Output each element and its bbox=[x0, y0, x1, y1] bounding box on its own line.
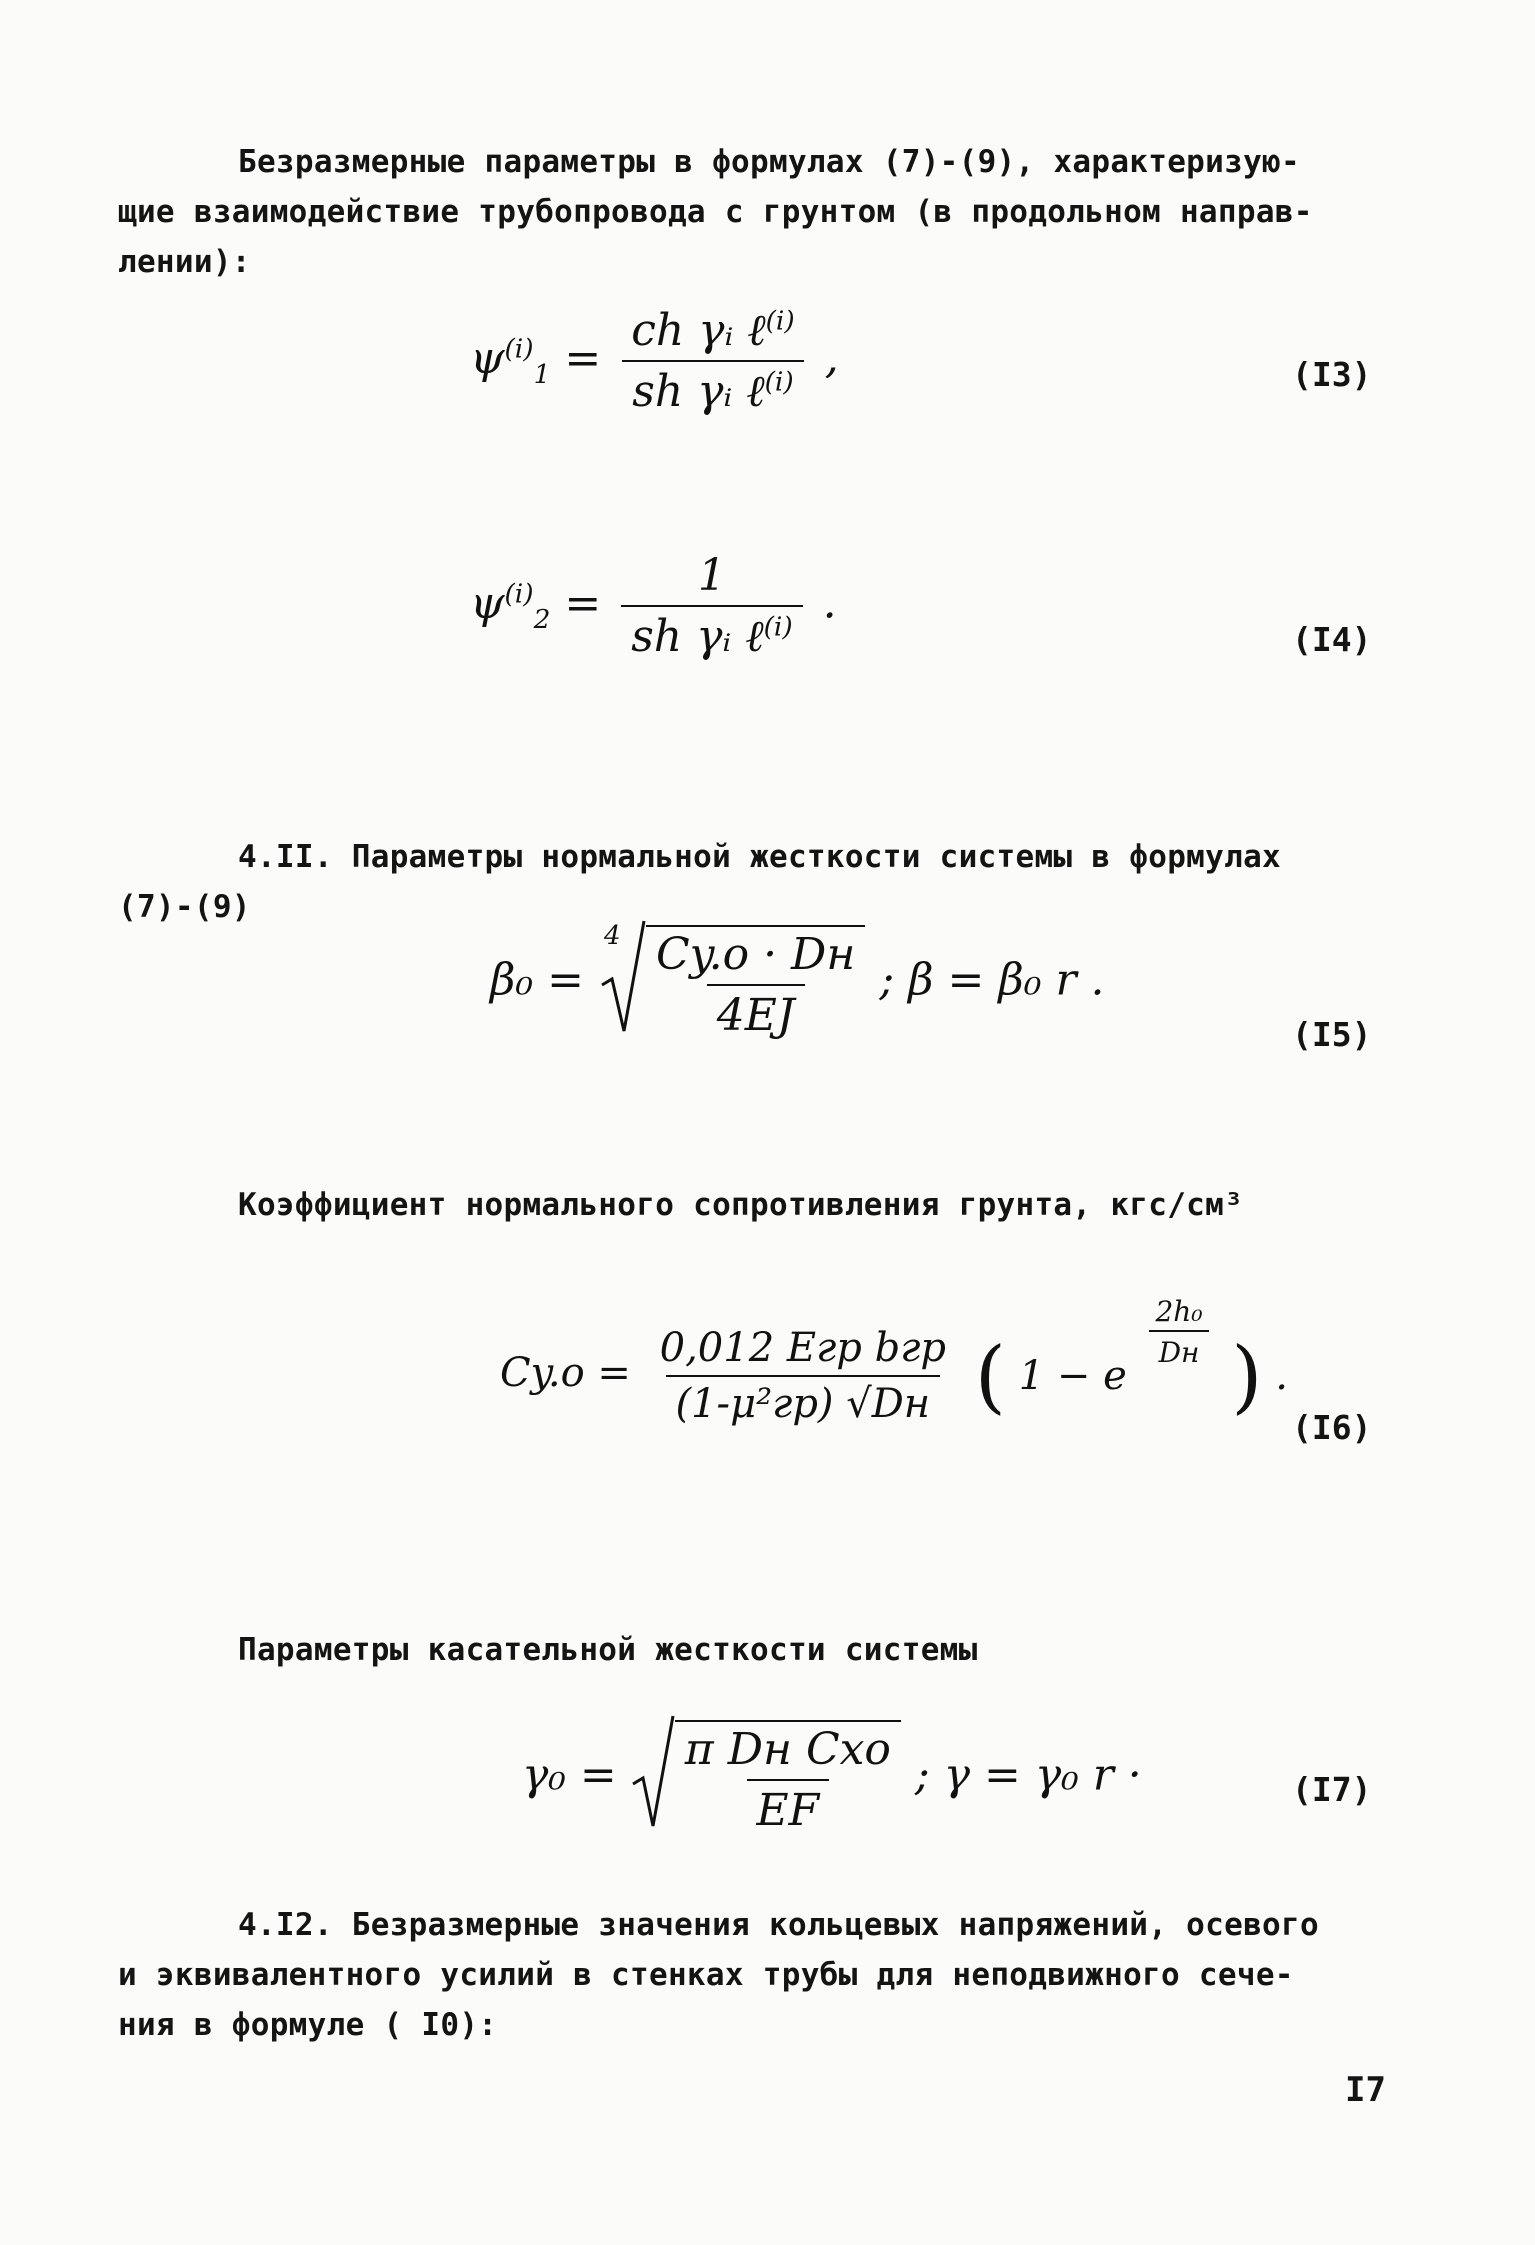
paragraph-line: Безразмерные параметры в формулах (7)-(9), характеризую- bbox=[238, 144, 1300, 180]
radical: 4 $\frac{Cy.o \cdot Dн}{4EJ}$ bbox=[598, 925, 865, 1041]
paragraph-section-4-12-cont bbox=[118, 1950, 1294, 2050]
paragraph-line: ния в формуле ( I0): bbox=[118, 2007, 498, 2043]
paragraph-line: щие взаимодействие трубопровода с грунтом (в продольном направ- bbox=[118, 194, 1313, 230]
root-index: 4 bbox=[603, 921, 621, 951]
equation-lhs: γ₀ = bbox=[522, 1749, 617, 1801]
equation-number: (I6) bbox=[1292, 1408, 1372, 1447]
radical-sign bbox=[631, 1714, 675, 1834]
paragraph-intro-cont bbox=[118, 187, 1313, 287]
page-number: I7 bbox=[1345, 2070, 1386, 2110]
equation-lhs: Cy.o = bbox=[500, 1350, 631, 1396]
equation-lhs: $\psi^{(i)}_2$ = bbox=[470, 577, 616, 635]
paragraph-section-4-11 bbox=[238, 832, 1281, 882]
equation-16: Cy.o = $\frac{\text{0,012 Eгр bгр}}{\text{(1-μ²гр) √Dн}}$ ( 1 − e $\frac{\text{2h₀}}{Dн}$ ) . bbox=[500, 1295, 1288, 1427]
equation-14: $\psi^{(i)}_2$ = $\frac{1}{sh \gamma ᵢ \ell^{(i)}}$ . bbox=[470, 550, 837, 662]
radical-sign bbox=[598, 919, 646, 1039]
paragraph-intro bbox=[238, 137, 1300, 187]
paragraph-line: лении): bbox=[118, 244, 251, 280]
paragraph-line: и эквивалентного усилий в стенках трубы для неподвижного сече- bbox=[118, 1957, 1294, 1993]
exponent-fraction: $\frac{\text{2h₀}}{Dн}$ bbox=[1145, 1295, 1212, 1369]
equation-15: β₀ = 4 $\frac{Cy.o \cdot Dн}{4EJ}$ ; β = β₀ r . bbox=[490, 921, 1105, 1041]
paragraph-line: 4.I2. Безразмерные значения кольцевых напряжений, осевого bbox=[238, 1907, 1319, 1943]
equation-number: (I7) bbox=[1292, 1770, 1372, 1809]
equation-lhs: $\psi^{(i)}_1$ = bbox=[470, 332, 616, 390]
paragraph-section-4-12 bbox=[238, 1900, 1319, 1950]
equation-fraction: $\frac{\text{0,012 Eгр bгр}}{\text{(1-μ²гр) √Dн}}$ bbox=[659, 1325, 947, 1427]
equation-lhs: β₀ = bbox=[490, 954, 584, 1006]
paragraph-soil-coefficient: Коэффициент нормального сопротивления грунта, кгс/см³ bbox=[238, 1187, 1244, 1223]
equation-fraction: $\frac{1}{sh \gamma ᵢ \ell^{(i)}}$ bbox=[621, 550, 802, 662]
equation-number: (I3) bbox=[1292, 355, 1372, 394]
paragraph-section-4-11-cont bbox=[118, 882, 251, 932]
equation-fraction: $\frac{ch \gamma ᵢ \ell^{(i)}}{sh \gamma ᵢ \ell^{(i)}}$ bbox=[621, 305, 804, 417]
paragraph-line: (7)-(9) bbox=[118, 889, 251, 925]
paragraph-tangential-stiffness: Параметры касательной жесткости системы bbox=[238, 1632, 978, 1668]
paragraph-line: 4.II. Параметры нормальной жесткости системы в формулах bbox=[238, 839, 1281, 875]
equation-number: (I4) bbox=[1292, 620, 1372, 659]
radical: $\frac{\text{π Dн Cxo}}{EF}$ bbox=[631, 1720, 901, 1836]
equation-17: γ₀ = $\frac{\text{π Dн Cxo}}{EF}$ ; γ = γ₀ r · bbox=[522, 1720, 1142, 1836]
equation-13: $\psi^{(i)}_1$ = $\frac{ch \gamma ᵢ \ell^{(i)}}{sh \gamma ᵢ \ell^{(i)}}$ , bbox=[470, 305, 839, 417]
equation-number: (I5) bbox=[1292, 1015, 1372, 1054]
